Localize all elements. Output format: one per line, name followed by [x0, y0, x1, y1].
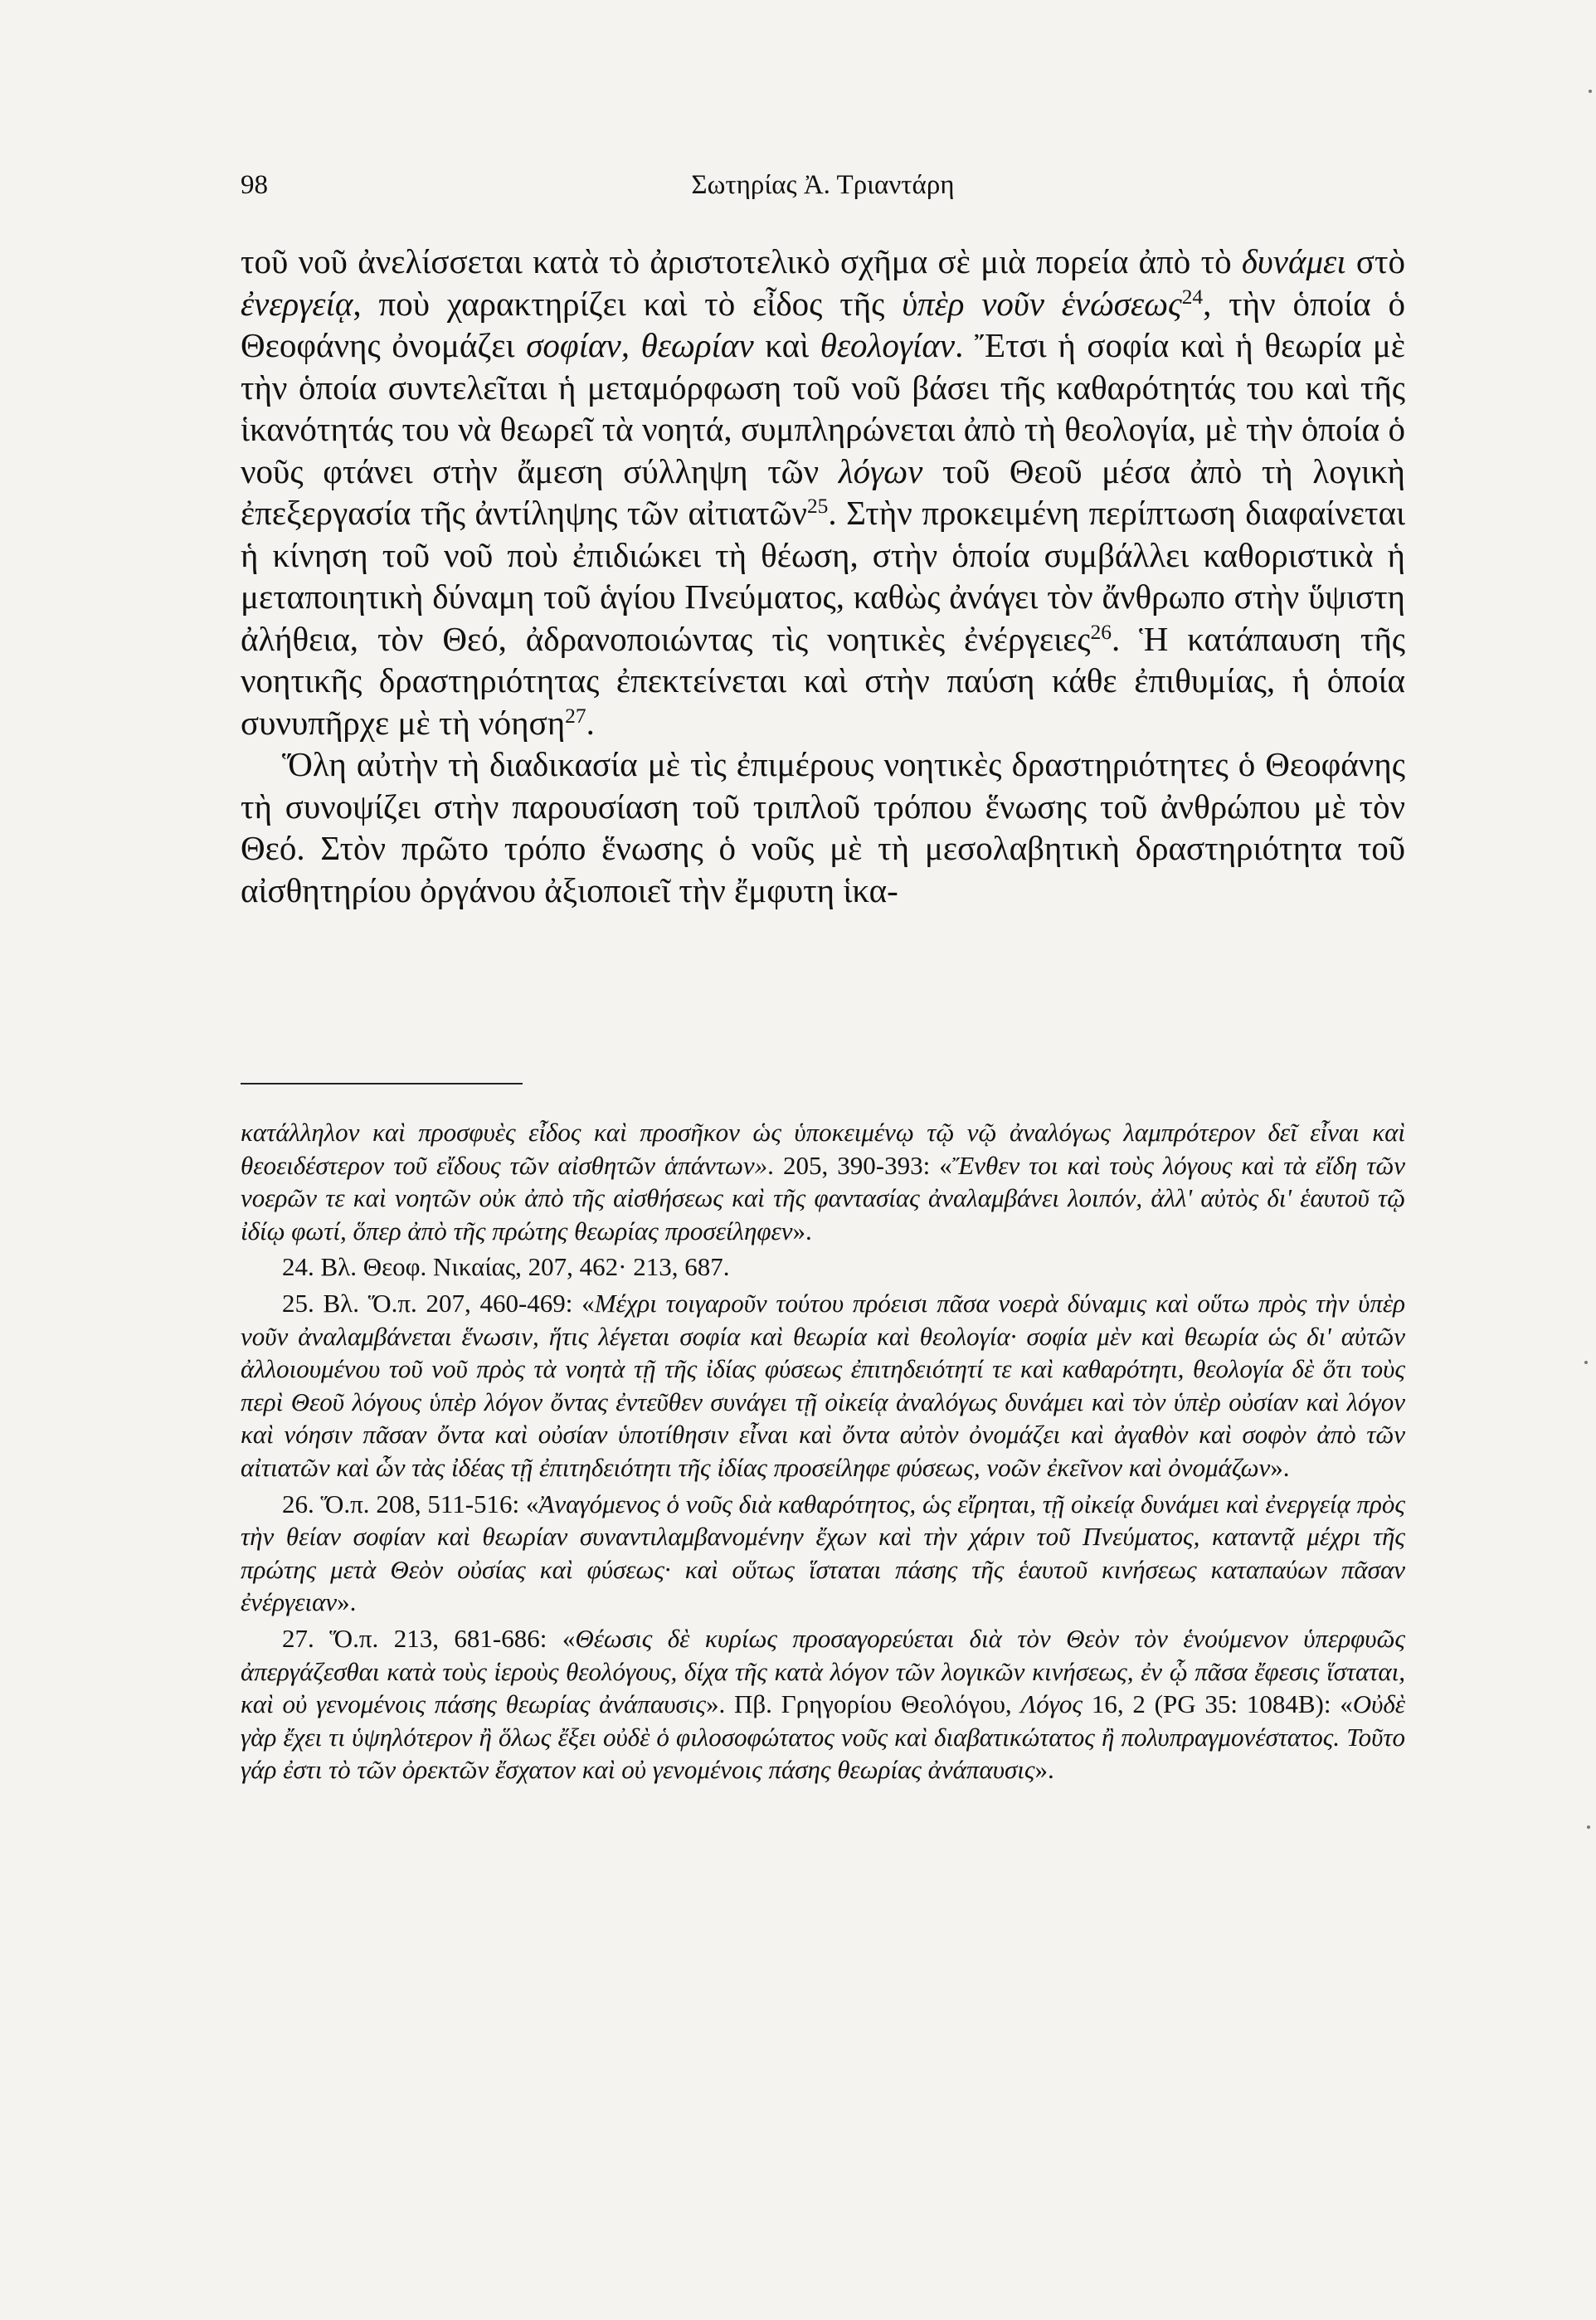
main-text	[241, 241, 1405, 911]
footnote-24: 24. Βλ. Θεοφ. Νικαίας, 207, 462· 213, 687.	[282, 1252, 730, 1282]
footnote-ref-24[interactable]: 24	[1181, 285, 1204, 309]
page-number: 98	[241, 170, 268, 200]
footnotes	[241, 1116, 1405, 1786]
footnote-ref-25[interactable]: 25	[806, 495, 829, 519]
footnote-ref-26[interactable]: 26	[1090, 620, 1112, 644]
paragraph-1: τοῦ νοῦ ἀνελίσσεται κατὰ τὸ ἀριστοτελικὸ σχῆμα σὲ μιὰ πορεία ἀπὸ τὸ δυνάμει στὸ ἐνεργείᾳ, ποὺ χαρακτηρίζει καὶ τὸ εἶδος τῆς ὑπὲρ νοῦν ἑνώσεως$^{24}$, τὴν ὁποία ὁ Θεοφάνης ὀνομάζει σοφίαν, θεωρίαν καὶ θεολογίαν. Ἔτσι ἡ σοφία καὶ ἡ θεωρία μὲ τὴν ὁποία συντελεῖται ἡ μεταμόρφωση τοῦ νοῦ βάσει τῆς καθαρότητάς του καὶ τῆς ἱκανότητάς του νὰ θεωρεῖ τὰ νοητά, συμπληρώνεται ἀπὸ τὴ θεολογία, μὲ τὴν ὁποία ὁ νοῦς φτάνει στὴν ἄμεση σύλληψη τῶν λόγων τοῦ Θεοῦ μέσα ἀπὸ τὴ λογικὴ ἐπεξεργασία τῆς ἀντίληψης τῶν αἰτιατῶν$^{25}$. Στὴν προκειμένη περίπτωση διαφαίνεται ἡ κίνηση τοῦ νοῦ ποὺ ἐπιδιώκει τὴ θέωση, στὴν ὁποία συμβάλλει καθοριστικὰ ἡ μεταποιητικὴ δύναμη τοῦ ἁγίου Πνεύματος, καθὼς ἀνάγει τὸν ἄνθρωπο στὴν ὕψιστη ἀλήθεια, τὸν Θεό, ἀδρανοποιώντας τὶς νοητικὲς ἐνέργειες$^{26}$. Ἡ κατάπαυση τῆς νοητικῆς δραστηριότητας ἐπεκτείνεται καὶ στὴν παύση κάθε ἐπιθυμίας, ἡ ὁποία συνυπῆρχε μὲ τὴ νόηση$^{27}$.	[241, 242, 1406, 742]
scan-speck	[1589, 90, 1592, 93]
footnote-27: 27. Ὅ.π. 213, 681-686: «Θέωσις δὲ κυρίως προσαγορεύεται διὰ τὸν Θεὸν τὸν ἑνούμενον ὑπερφυῶς ἀπεργάζεσθαι κατὰ τοὺς ἱεροὺς θεολόγους, δίχα τῆς κατὰ λόγον τῶν λογικῶν κινήσεως, ἐν ᾧ πᾶσα ἔφεσις ἵσταται, καὶ οὐ γενομένοις πάσης θεωρίας ἀνάπαυσις». Πβ. Γρηγορίου Θεολόγου, Λόγος 16, 2 (PG 35: 1084B): «Οὐδὲ γὰρ ἔχει τι ὑψηλότερον ἢ ὅλως ἔξει οὐδὲ ὁ φιλοσοφώτατος νοῦς καὶ διαβατικώτατος ἢ πολυπραγμονέστατος. Τοῦτο γάρ ἐστι τὸ τῶν ὀρεκτῶν ἔσχατον καὶ οὐ γενομένοις πάσης θεωρίας ἀνάπαυσις».	[241, 1623, 1405, 1785]
scan-speck	[1584, 1361, 1588, 1364]
scan-speck	[1587, 1825, 1590, 1829]
running-head: Σωτηρίας Ἀ. Τριαντάρη	[691, 170, 955, 200]
footnote-26: 26. Ὅ.π. 208, 511-516: «Ἀναγόμενος ὁ νοῦς διὰ καθαρότητος, ὡς εἴρηται, τῇ οἰκείᾳ δυνάμει καὶ ἐνεργείᾳ πρὸς τὴν θείαν σοφίαν καὶ θεωρίαν συναντιλαμβανομένην ἔχων καὶ τὴν χάριν τοῦ Πνεύματος, καταντᾷ μέχρι τῆς πρώτης μετὰ Θεὸν οὐσίας καὶ φύσεως· καὶ οὕτως ἵσταται πάσης τῆς ἑαυτοῦ κινήσεως καταπαύων πᾶσαν ἐνέργειαν».	[241, 1489, 1405, 1617]
footnote-25: 25. Βλ. Ὅ.π. 207, 460-469: «Μέχρι τοιγαροῦν τούτου πρόεισι πᾶσα νοερὰ δύναμις καὶ οὕτω πρὸς τὴν ὑπὲρ νοῦν ἀναλαμβάνεται ἕνωσιν, ἥτις λέγεται σοφία καὶ θεωρία καὶ θεολογία· σοφία μὲν καὶ θεωρία ὡς δι' αὐτῶν ἀλλοιουμένου τοῦ νοῦ πρὸς τὰ νοητὰ τῇ τῆς ἰδίας φύσεως ἐπιτηδειότητί τε καὶ καθαρότητι, θεολογία δὲ ὅτι τοὺς περὶ Θεοῦ λόγους ὑπὲρ λόγον ὄντας ἐντεῦθεν συνάγει τῇ οἰκείᾳ ἀναλόγως δυνάμει καὶ τὸν ὑπὲρ οὐσίαν καὶ λόγον καὶ νόησιν πᾶσαν ὄντα καὶ οὐσίαν ὑποτίθησιν εἶναι καὶ ὄντα αὐτὸν ὀνομάζει καὶ ἀγαθὸν καὶ σοφὸν ἀπὸ τῶν αἰτιατῶν καὶ ὧν τὰς ἰδέας τῇ ἐπιτηδειότητι τῆς ἰδίας προσείληφε φύσεως, νοῶν ἐκεῖνον καὶ ὀνομάζων».	[241, 1288, 1405, 1482]
footnote-ref-27[interactable]: 27	[565, 704, 586, 728]
footnote-continuation: κατάλληλον καὶ προσφυὲς εἶδος καὶ προσῆκον ὡς ὑποκειμένῳ τῷ νῷ ἀναλόγως λαμπρότερον δεῖ εἶναι καὶ θεοειδέστερον τοῦ εἴδους τῶν αἰσθητῶν ἁπάντων». 205, 390-393: «Ἔνθεν τοι καὶ τοὺς λόγους καὶ τὰ εἴδη τῶν νοερῶν τε καὶ νοητῶν οὐκ ἀπὸ τῆς αἰσθήσεως καὶ τῆς φαντασίας ἀναλαμβάνει λοιπόν, ἀλλ' αὐτὸς δι' ἑαυτοῦ τῷ ἰδίῳ φωτί, ὅπερ ἀπὸ τῆς πρώτης θεωρίας προσείληφεν».	[241, 1118, 1406, 1245]
page-header	[241, 170, 1405, 212]
paragraph-2: Ὅλη αὐτὴν τὴ διαδικασία μὲ τὶς ἐπιμέρους νοητικὲς δραστηριότητες ὁ Θεοφάνης τὴ συνοψίζει στὴν παρουσίαση τοῦ τριπλοῦ τρόπου ἕνωσης τοῦ ἀνθρώπου μὲ τὸν Θεό. Στὸν πρῶτο τρόπο ἕνωσης ὁ νοῦς μὲ τὴ μεσολαβητικὴ δραστηριότητα τοῦ αἰσθητηρίου ὀργάνου ἀξιοποιεῖ τὴν ἔμφυτη ἱκα-	[241, 745, 1405, 909]
footnote-separator	[241, 1083, 523, 1084]
